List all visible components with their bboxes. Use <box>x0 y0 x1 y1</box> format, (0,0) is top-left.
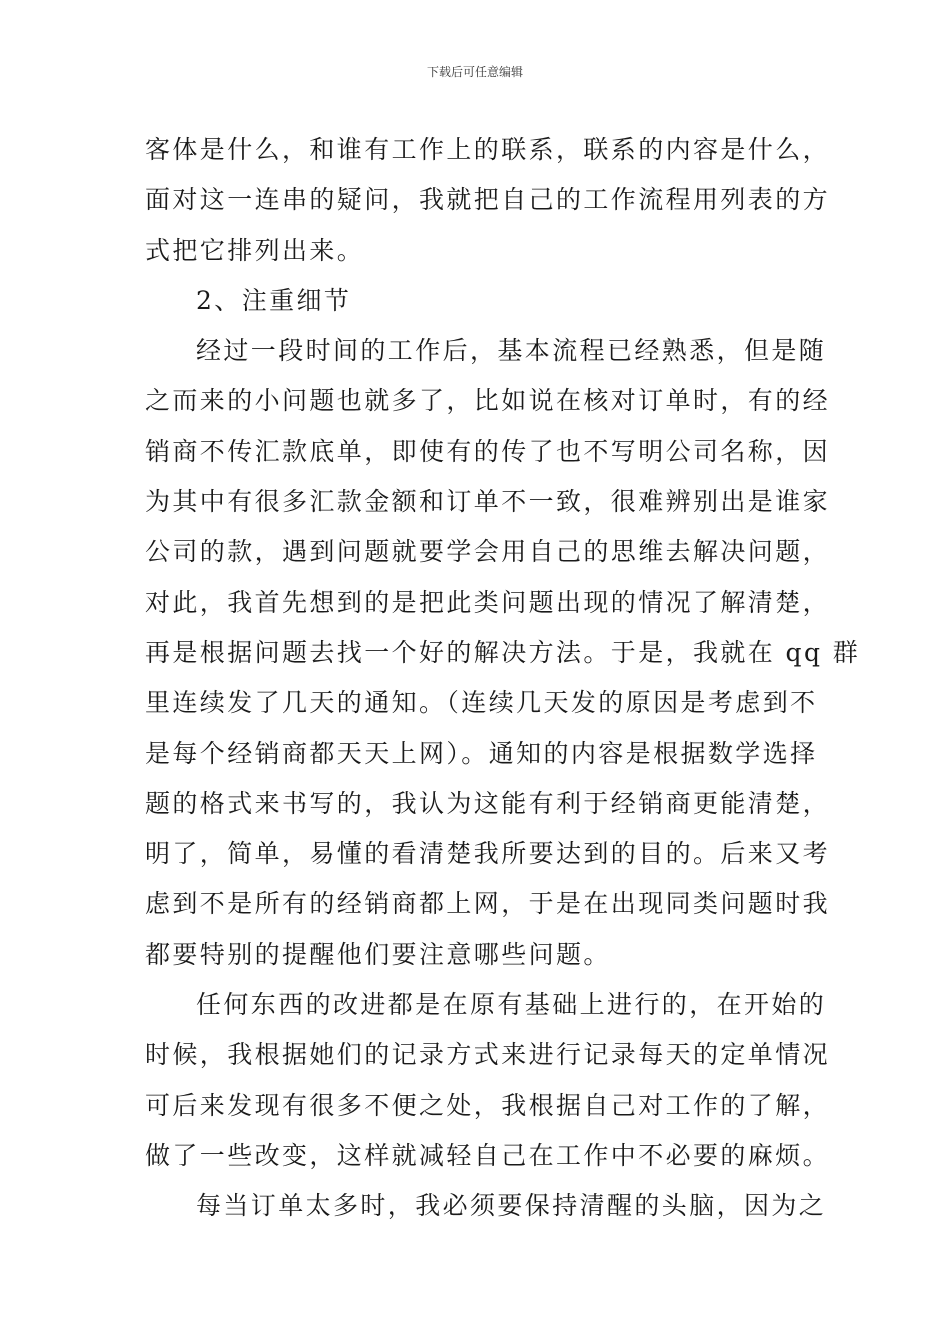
text-line: 题的格式来书写的，我认为这能有利于经销商更能清楚， <box>145 788 831 818</box>
text-line: 可后来发现有很多不便之处，我根据自己对工作的了解， <box>145 1090 831 1120</box>
text-line: 客体是什么，和谁有工作上的联系，联系的内容是什么， <box>145 135 831 164</box>
text-line: 销商不传汇款底单，即使有的传了也不写明公司名称，因 <box>145 436 831 466</box>
text-line: 明了，简单，易懂的看清楚我所要达到的目的。后来又考 <box>145 839 831 869</box>
paragraph-start-line: 任何东西的改进都是在原有基础上进行的，在开始的 <box>196 990 827 1020</box>
text-line: 是每个经销商都天天上网）。通知的内容是根据数学选择 <box>145 738 818 768</box>
paragraph-start-line: 经过一段时间的工作后，基本流程已经熟悉，但是随 <box>196 336 827 366</box>
page-header-note: 下载后可任意编辑 <box>426 65 523 79</box>
text-line: 面对这一连串的疑问，我就把自己的工作流程用列表的方 <box>145 185 831 215</box>
text-line: 再是根据问题去找一个好的解决方法。于是，我就在 qq 群 <box>145 637 861 667</box>
section-heading: 2、注重细节 <box>196 285 352 315</box>
text-line: 公司的款，遇到问题就要学会用自己的思维去解决问题， <box>145 537 831 567</box>
paragraph-start-line: 每当订单太多时，我必须要保持清醒的头脑，因为之 <box>196 1191 827 1221</box>
text-line: 对此，我首先想到的是把此类问题出现的情况了解清楚， <box>145 587 831 617</box>
text-line: 式把它排列出来。 <box>145 235 365 265</box>
text-line: 之而来的小问题也就多了，比如说在核对订单时，有的经 <box>145 386 831 416</box>
text-line: 里连续发了几天的通知。（连续几天发的原因是考虑到不 <box>145 688 818 718</box>
text-line: 都要特别的提醒他们要注意哪些问题。 <box>145 939 611 969</box>
text-line: 做了一些改变，这样就减轻自己在工作中不必要的麻烦。 <box>145 1140 831 1170</box>
text-line: 为其中有很多汇款金额和订单不一致，很难辨别出是谁家 <box>145 487 831 517</box>
text-line: 时候，我根据她们的记录方式来进行记录每天的定单情况 <box>145 1040 831 1070</box>
text-line: 虑到不是所有的经销商都上网，于是在出现同类问题时我 <box>145 889 831 919</box>
document-body <box>145 125 861 1232</box>
